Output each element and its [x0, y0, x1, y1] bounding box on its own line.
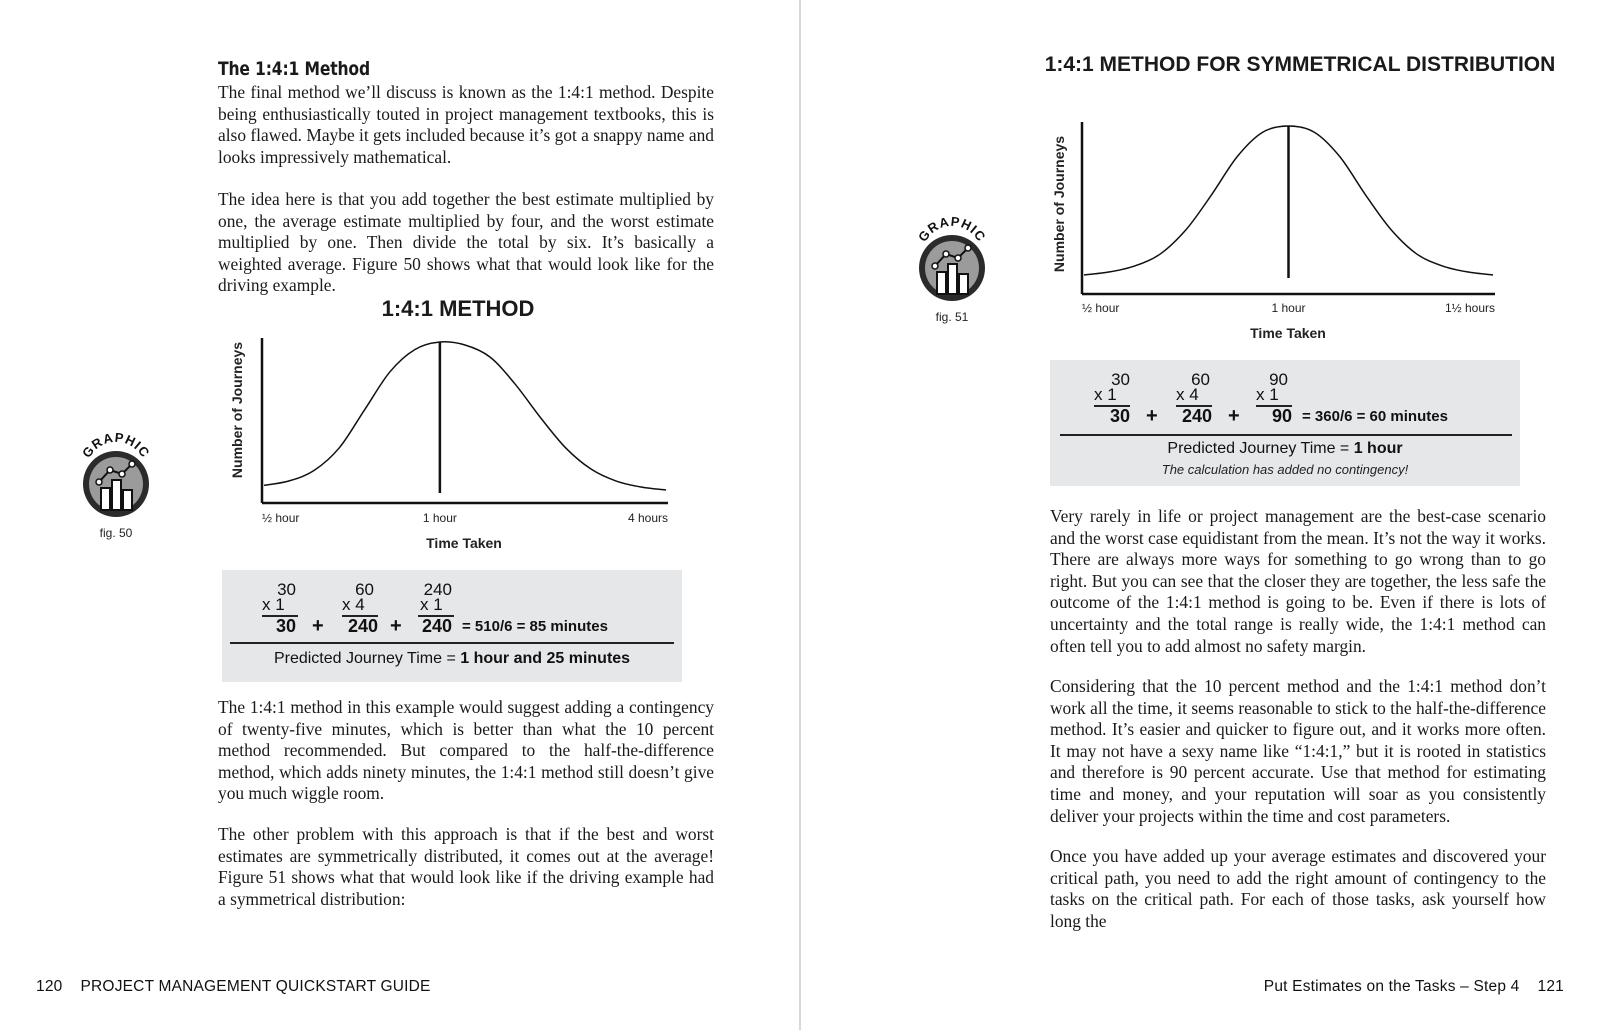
best-estimate: 30: [1111, 370, 1130, 389]
footer: [36, 978, 431, 996]
paragraph: Very rarely in life or project management are the best-case scenario and the worst case equidistant from the mean. It’s not the way it works. There are always more ways for something to go wrong than to go right. But you can see that the closer they are together, the less safe the outcome of the 1:4:1 method is going to be. Even if there is lots of uncertainty and the total range is really wide, the 1:4:1 method can often tell you to add almost no safety margin.: [1050, 506, 1546, 656]
calculation-box: [222, 570, 682, 682]
page-gutter: [799, 0, 801, 1030]
predicted-time: Predicted Journey Time = 1 hour: [1167, 440, 1403, 457]
plus-sign: +: [1228, 405, 1240, 427]
chart-bars-icon: [919, 235, 985, 301]
x-axis-title: Time Taken: [1250, 325, 1326, 341]
tick-label: 4 hours: [627, 511, 668, 525]
badge-label: GRAPHIC: [78, 430, 154, 461]
paragraph: The 1:4:1 method in this example would suggest adding a contingency of twenty-five minutes, which is better than what the 10 percent method recommended. But compared to the half-the-difference method, which adds ninety minutes, the 1:4:1 method still doesn’t give you much wiggle room.: [218, 697, 714, 804]
term-total: 240: [421, 616, 452, 636]
plus-sign: +: [312, 615, 324, 637]
term-total: 240: [347, 616, 378, 636]
term-total: 240: [1181, 406, 1212, 426]
term-total: 90: [1271, 406, 1292, 426]
term-total: 30: [1109, 406, 1130, 426]
average-estimate: 60: [1191, 370, 1210, 389]
multiplier: x 1: [262, 595, 285, 614]
term-total: 30: [275, 616, 296, 636]
y-axis-title: Number of Journeys: [1051, 135, 1067, 273]
multiplier: x 1: [1256, 385, 1279, 404]
chart: [1040, 112, 1520, 352]
x-axis-title: Time Taken: [426, 535, 502, 551]
badge-label: GRAPHIC: [914, 214, 990, 245]
chart-title: 1:4:1 METHOD FOR SYMMETRICAL DISTRIBUTION: [1044, 53, 1556, 76]
chart-title: 1:4:1 METHOD: [381, 296, 535, 321]
footer: [1264, 978, 1564, 996]
worst-estimate: 90: [1269, 370, 1288, 389]
section-heading: The 1:4:1 Method: [218, 58, 370, 80]
best-estimate: 30: [277, 580, 296, 599]
figure-caption: fig. 51: [935, 310, 969, 324]
predicted-time: Predicted Journey Time = 1 hour and 25 minutes: [273, 650, 631, 667]
calc-rule: [1060, 434, 1512, 436]
multiplier: x 4: [342, 595, 365, 614]
figure-caption: fig. 50: [99, 526, 133, 540]
paragraph: The final method we’ll discuss is known as the 1:4:1 method. Despite being enthusiastically touted in project management textbooks, this is also flawed. Maybe it gets included because it’s got a snappy name and looks impressively mathematical.: [218, 82, 714, 167]
calc-note: The calculation has added no contingency!: [1161, 462, 1409, 477]
worst-estimate: 240: [423, 580, 452, 599]
tick-label: 1 hour: [422, 511, 457, 525]
graphic-badge: [912, 214, 992, 311]
paragraph: The idea here is that you add together the best estimate multiplied by one, the average estimate multiplied by four, and the worst estimate multiplied by one. Then divide the total by six. It’s basically a weighted average. Figure 50 shows what that would look like for the driving example.: [218, 189, 714, 296]
paragraph: Once you have added up your average estimates and discovered your critical path, you need to add the right amount of contingency to the tasks on the critical path. For each of those tasks, ask yourself how long the: [1050, 846, 1546, 931]
tick-label: 1½ hours: [1444, 301, 1495, 315]
plus-sign: +: [390, 615, 402, 637]
tick-label: ½ hour: [262, 511, 300, 525]
calc-result: = 510/6 = 85 minutes: [462, 618, 608, 635]
multiplier: x 1: [420, 595, 443, 614]
page-number: 120: [36, 978, 63, 995]
calculation-box: [1050, 360, 1520, 486]
chart: [218, 328, 698, 558]
graphic-badge: [76, 430, 156, 527]
paragraph: Considering that the 10 percent method and the 1:4:1 method don’t work all the time, it seems reasonable to stick to the half-the-difference method. It’s easier and quicker to figure out, and it works more often. It may not have a sexy name like “1:4:1,” but it is rooted in statistics and therefore is 90 percent accurate. Use that method for estimating time and money, and your reputation will soar as you consistently deliver your projects within the time and cost parameters.: [1050, 676, 1546, 826]
paragraph: The other problem with this approach is that if the best and worst estimates are symmetrically distributed, it comes out at the average! Figure 51 shows what that would look like if the driving example had a symmetrical distribution:: [218, 824, 714, 909]
page-number: 121: [1537, 978, 1564, 995]
tick-label: ½ hour: [1082, 301, 1120, 315]
series-line: [264, 342, 666, 490]
multiplier: x 1: [1094, 385, 1117, 404]
multiplier: x 4: [1176, 385, 1199, 404]
chart-bars-icon: [83, 451, 149, 517]
tick-label: 1 hour: [1271, 301, 1306, 315]
average-estimate: 60: [355, 580, 374, 599]
y-axis-title: Number of Journeys: [229, 341, 245, 479]
calc-result: = 360/6 = 60 minutes: [1302, 408, 1448, 425]
running-title: PROJECT MANAGEMENT QUICKSTART GUIDE: [80, 978, 431, 995]
calc-rule: [230, 642, 674, 644]
running-title: Put Estimates on the Tasks – Step 4: [1263, 978, 1520, 995]
plus-sign: +: [1146, 405, 1158, 427]
